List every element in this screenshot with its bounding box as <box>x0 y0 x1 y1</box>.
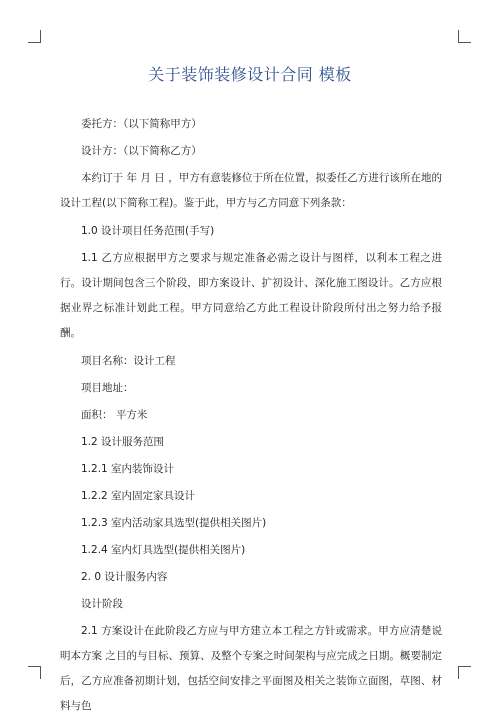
section-1-0-heading: 1.0 设计项目任务范围(手写) <box>81 225 215 237</box>
paragraph-agreement-intro: 本约订于 年 月 日 ，甲方有意装修位于所在位置，拟委任乙方进行该所在地的设计工程(以下简称工程)。鉴于此，甲方与乙方同意下列条款： <box>60 172 442 209</box>
document-title: 关于装饰装修设计合同 模板 <box>148 65 352 84</box>
design-phase-heading: 设计阶段 <box>81 598 123 610</box>
project-name-line: 项目名称：设计工程 <box>81 355 176 367</box>
paragraph-2-1: 2.1 方案设计在此阶段乙方应与甲方建立本工程之方针或需求。甲方应清楚说明本方案 之目的与目标、预算、及整个专案之时间架构与应完成之日期。概要制定后，乙方应准备初期计划，包括空间安排之平面图及相关之装饰立面图，草图、材料与色 <box>60 625 442 712</box>
paragraph-client: 委托方：（以下简称甲方） <box>81 118 202 130</box>
paragraph-1-1: 1.1 乙方应根据甲方之要求与规定准备必需之设计与图样，以利本工程之进行。设计期间包含三个阶段，即方案设计、扩初设计、深化施工图设计。乙方应根据业界之标准计划此工程。甲方同意给乙方此工程设计阶段所付出之努力给予报酬。 <box>60 252 442 339</box>
area-line: 面积： 平方米 <box>81 409 148 421</box>
item-1-2-2: 1.2.2 室内固定家具设计 <box>81 490 196 502</box>
document-body <box>60 112 442 722</box>
crop-mark-top-right <box>458 30 471 43</box>
crop-mark-bottom-right <box>458 666 471 679</box>
project-address-line: 项目地址： <box>81 382 134 394</box>
section-2-0-heading: 2. 0 设计服务内容 <box>81 571 168 583</box>
item-1-2-4: 1.2.4 室内灯具选型(提供相关图片) <box>81 544 246 556</box>
item-1-2-3: 1.2.3 室内活动家具选型(提供相关图片) <box>81 517 267 529</box>
item-1-2-1: 1.2.1 室内装饰设计 <box>81 463 175 475</box>
crop-mark-bottom-left <box>28 666 41 679</box>
paragraph-designer: 设计方：（以下简称乙方） <box>81 145 202 157</box>
section-1-2-heading: 1.2 设计服务范围 <box>81 436 165 448</box>
crop-mark-top-left <box>28 30 41 43</box>
